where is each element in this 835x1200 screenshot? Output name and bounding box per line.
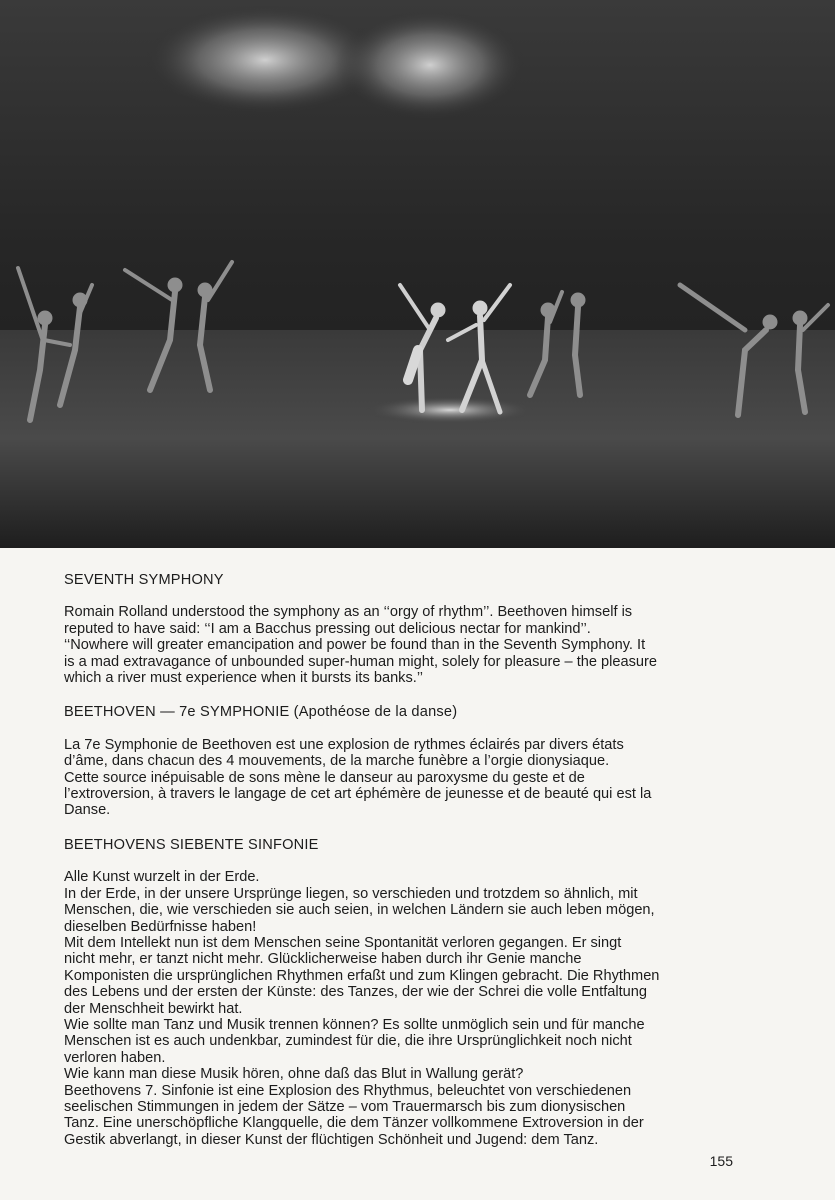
text-line: verloren haben. — [64, 1049, 166, 1066]
text-line: d’âme, dans chacun des 4 mouvements, de la marche funèbre a l’orgie dionysiaque. — [64, 753, 610, 770]
text-line: des Lebens und der ersten der Künste: des Tanzes, der wie der Schrei die volle Entfaltung — [64, 984, 648, 1001]
text-line: Wie sollte man Tanz und Musik trennen können? Es sollte unmöglich sein und für manche — [64, 1016, 645, 1033]
section-heading: BEETHOVENS SIEBENTE SINFONIE — [64, 836, 319, 853]
text-line: Cette source inépuisable de sons mène le danseur au paroxysme du geste et de — [64, 769, 585, 786]
text-line: ‘‘Nowhere will greater emancipation and power be found than in the Seventh Symphony. It — [64, 637, 646, 654]
section-german — [64, 837, 754, 1148]
section-french — [64, 704, 754, 818]
section-heading: SEVENTH SYMPHONY — [64, 572, 224, 588]
section-english — [64, 572, 754, 686]
page-number: 155 — [709, 1153, 733, 1169]
text-line: Menschen, die, wie verschieden sie auch seien, in welchen Ländern sie auch leben mögen, — [64, 902, 655, 919]
text-line: reputed to have said: ‘‘I am a Bacchus pressing out delicious nectar for mankind’’. — [64, 620, 591, 637]
text-line: Wie kann man diese Musik hören, ohne daß das Blut in Wallung gerät? — [64, 1066, 524, 1083]
text-line: Alle Kunst wurzelt in der Erde. — [64, 869, 260, 886]
article-text — [64, 572, 754, 1166]
text-line: der Menschheit bewirkt hat. — [64, 1000, 243, 1017]
text-line: Tanz. Eine unerschöpfliche Klangquelle, die dem Tänzer vollkommene Extroversion in der — [64, 1115, 644, 1132]
ballet-photo-illustration — [0, 0, 835, 548]
section-paragraph — [64, 604, 754, 686]
section-heading: BEETHOVEN — 7e SYMPHONIE (Apothéose de la danse) — [64, 704, 458, 721]
section-paragraph — [64, 737, 754, 819]
text-line: dieselben Bedürfnisse haben! — [64, 918, 257, 935]
text-line: La 7e Symphonie de Beethoven est une explosion de rythmes éclairés par divers états — [64, 736, 624, 753]
text-line: Beethovens 7. Sinfonie ist eine Explosion des Rhythmus, beleuchtet von verschiedenen — [64, 1082, 632, 1099]
text-line: In der Erde, in der unsere Ursprünge liegen, so verschieden und trotzdem so ähnlich, mit — [64, 885, 638, 902]
text-line: which a river must experience when it bursts its banks.’’ — [64, 670, 424, 687]
text-line: nicht mehr, er tanzt nicht mehr. Glücklicherweise haben durch ihr Genie manche — [64, 951, 582, 968]
ballet-photograph — [0, 0, 835, 548]
text-line: Mit dem Intellekt nun ist dem Menschen seine Spontanität verloren gegangen. Er singt — [64, 934, 622, 951]
text-line: seelischen Stimmungen in jedem der Sätze – vom Trauermarsch bis zum dionysischen — [64, 1098, 626, 1115]
text-line: Menschen ist es auch undenkbar, zumindest für die, die ihre Ursprünglichkeit noch nicht — [64, 1033, 632, 1050]
text-line: Romain Rolland understood the symphony as an ‘‘orgy of rhythm’’. Beethoven himself is — [64, 604, 633, 621]
text-line: is a mad extravagance of unbounded super-human might, solely for pleasure – the pleasure — [64, 653, 658, 670]
text-line: Danse. — [64, 802, 111, 819]
text-line: l’extroversion, à travers le langage de cet art éphémère de jeunesse et de beauté qui est la — [64, 786, 652, 803]
text-line: Gestik abverlangt, in dieser Kunst der flüchtigen Schönheit und Jugend: dem Tanz. — [64, 1131, 599, 1148]
section-paragraph — [64, 869, 754, 1148]
text-line: Komponisten die ursprünglichen Rhythmen erfaßt und zum Klingen gebracht. Die Rhythmen — [64, 967, 660, 984]
